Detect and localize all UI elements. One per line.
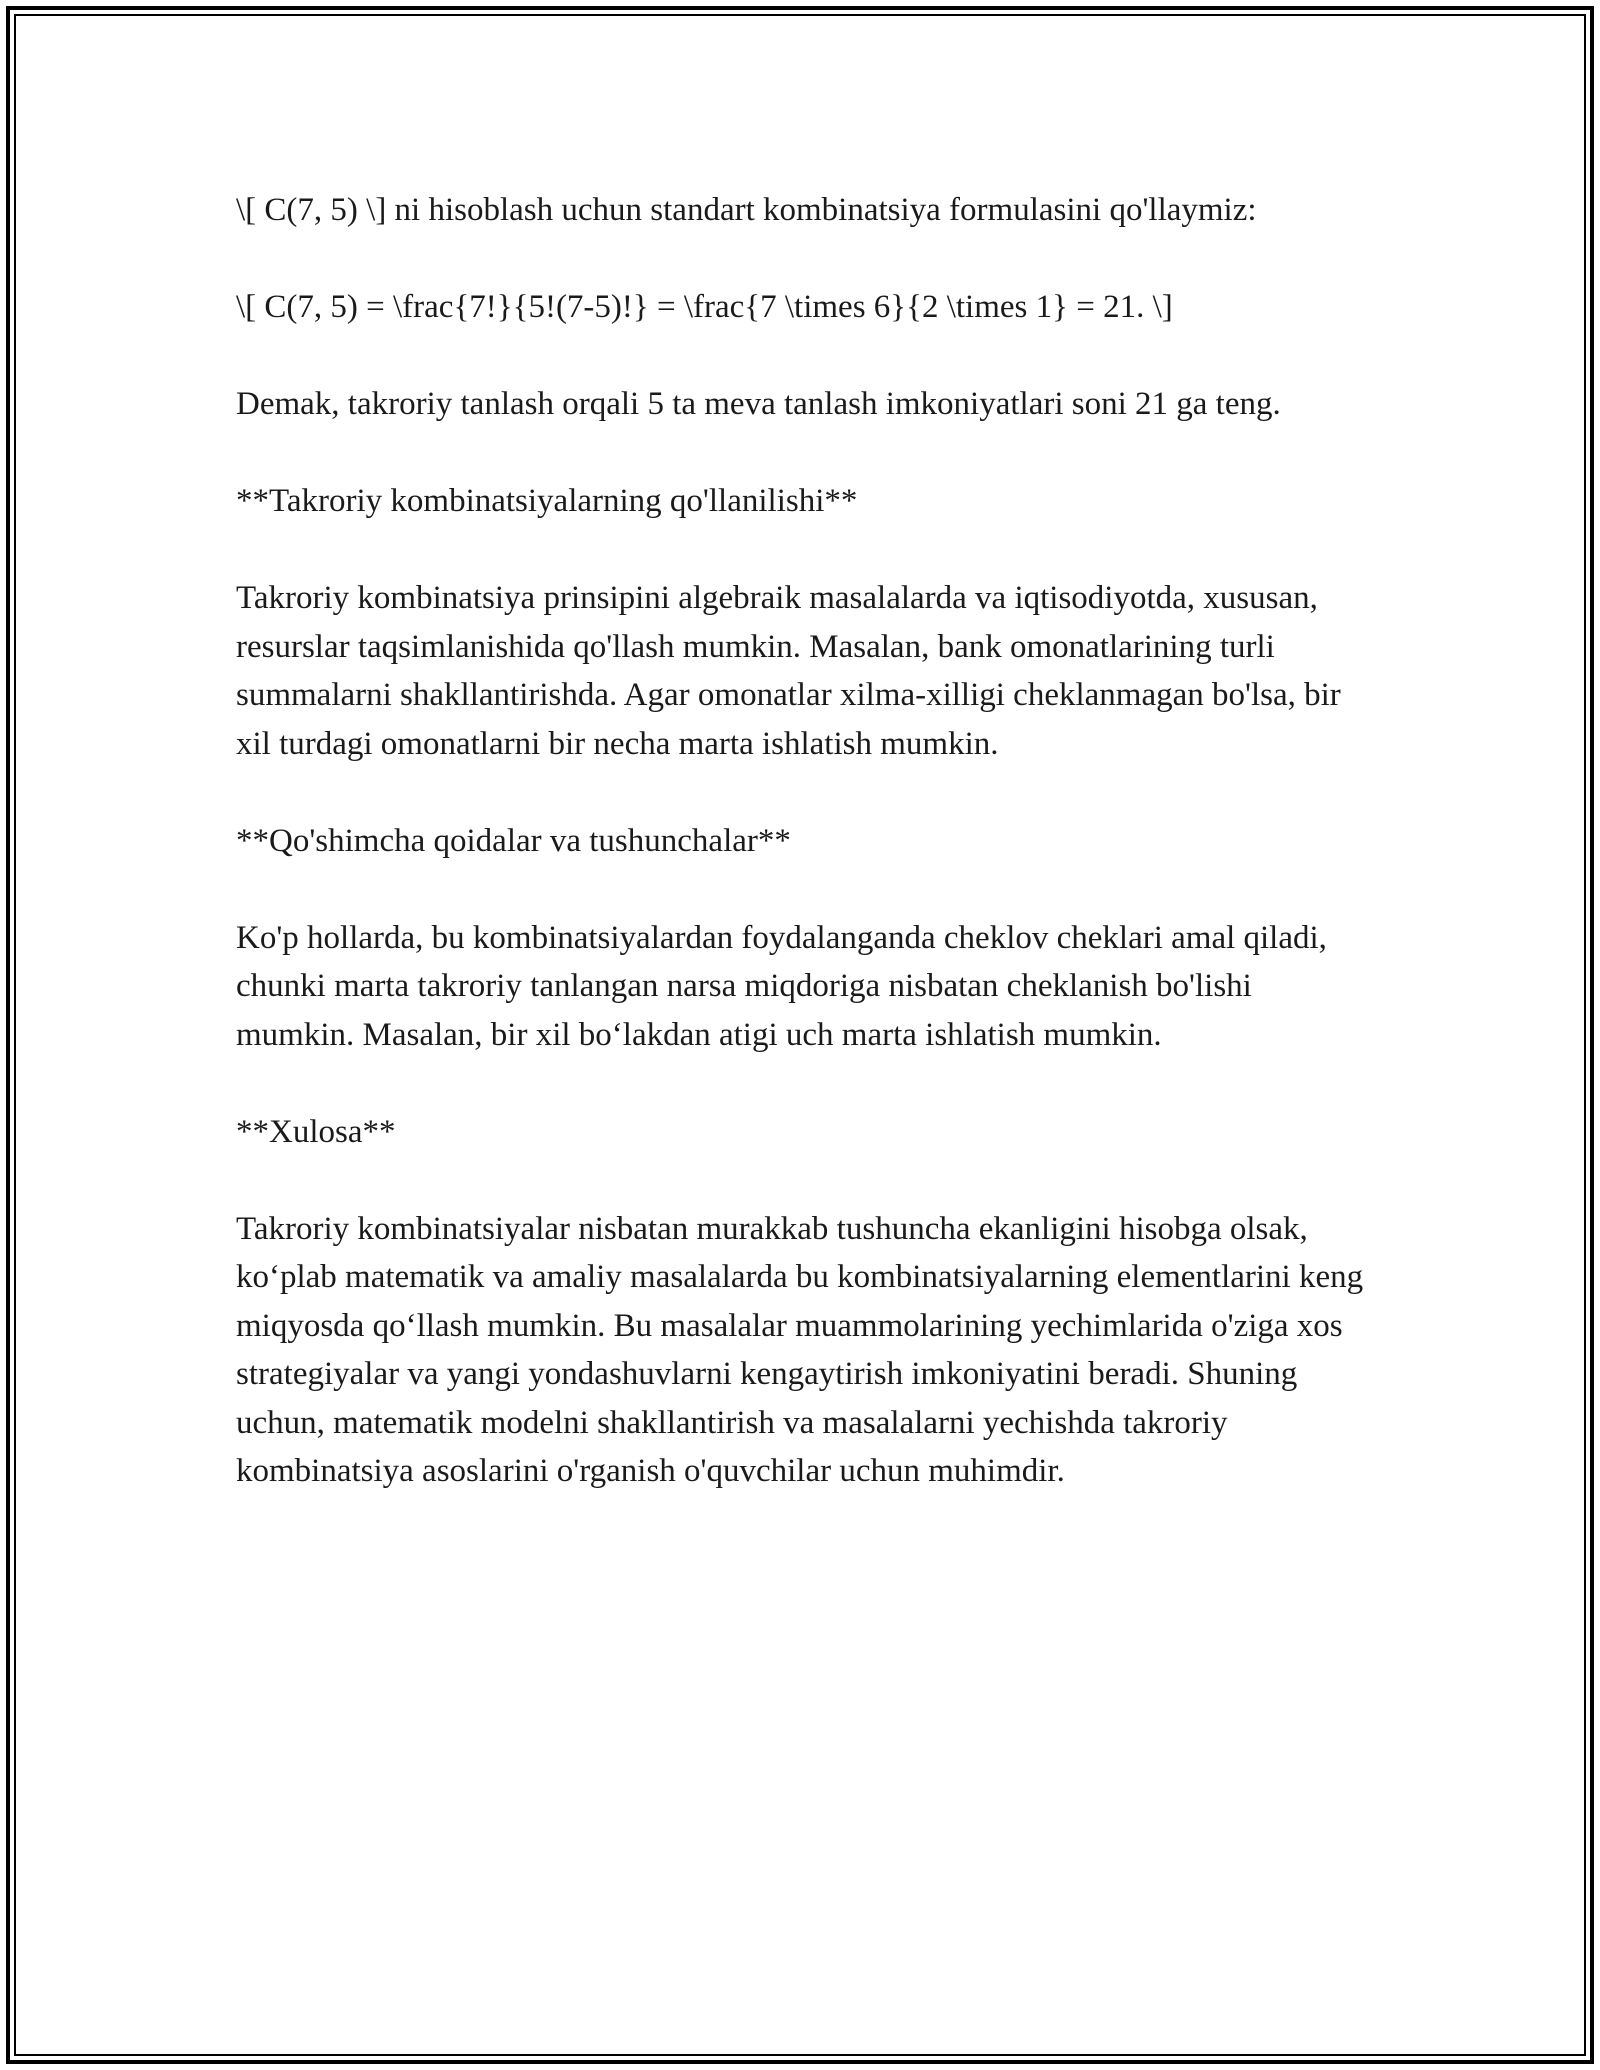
heading-additional-rules: **Qo'shimcha qoidalar va tushunchalar** bbox=[236, 822, 791, 859]
paragraph-additional-rules: Ko'p hollarda, bu kombinatsiyalardan foydalanganda cheklov cheklari amal qiladi, chunki marta takroriy tanlangan narsa miqdoriga nisbatan cheklanish bo'lishi mumkin. Masalan, bir xil bo‘lakdan atigi uch marta ishlatish mumkin. bbox=[236, 919, 1327, 1053]
paragraph-applications: Takroriy kombinatsiya prinsipini algebraik masalalarda va iqtisodiyotda, xususan, resurslar taqsimlanishida qo'llash mumkin. Masalan, bank omonatlarining turli summalarni shakllantirishda. Agar omonatlar xilma-xilligi cheklanmagan bo'lsa, bir xil turdagi omonatlarni bir necha marta ishlatish mumkin. bbox=[236, 580, 1341, 762]
paragraph-formula-intro: \[ C(7, 5) \] ni hisoblash uchun standart kombinatsiya formulasini qo'llaymiz: bbox=[236, 192, 1257, 228]
paragraph-result: Demak, takroriy tanlash orqali 5 ta meva tanlash imkoniyatlari soni 21 ga teng. bbox=[236, 386, 1281, 422]
heading-conclusion: **Xulosa** bbox=[236, 1113, 396, 1150]
paragraph-conclusion: Takroriy kombinatsiyalar nisbatan murakkab tushuncha ekanligini hisobga olsak, ko‘plab matematik va amaliy masalalarda bu kombinatsiyalarning elementlarini keng miqyosda qo‘llash mumkin. Bu masalalar muammolarining yechimlarida o'ziga xos strategiyalar va yangi yondashuvlarni kengaytirish imkoniyatini beradi. Shuning uchun, matematik modelni shakllantirish va masalalarni yechishda takroriy kombinatsiya asoslarini o'rganish o'quvchilar uchun muhimdir. bbox=[236, 1210, 1364, 1489]
paragraph-formula: \[ C(7, 5) = \frac{7!}{5!(7-5)!} = \frac{7 \times 6}{2 \times 1} = 21. \] bbox=[236, 289, 1173, 325]
document-body bbox=[236, 186, 1376, 1544]
heading-applications: **Takroriy kombinatsiyalarning qo'llanilishi** bbox=[236, 483, 858, 519]
